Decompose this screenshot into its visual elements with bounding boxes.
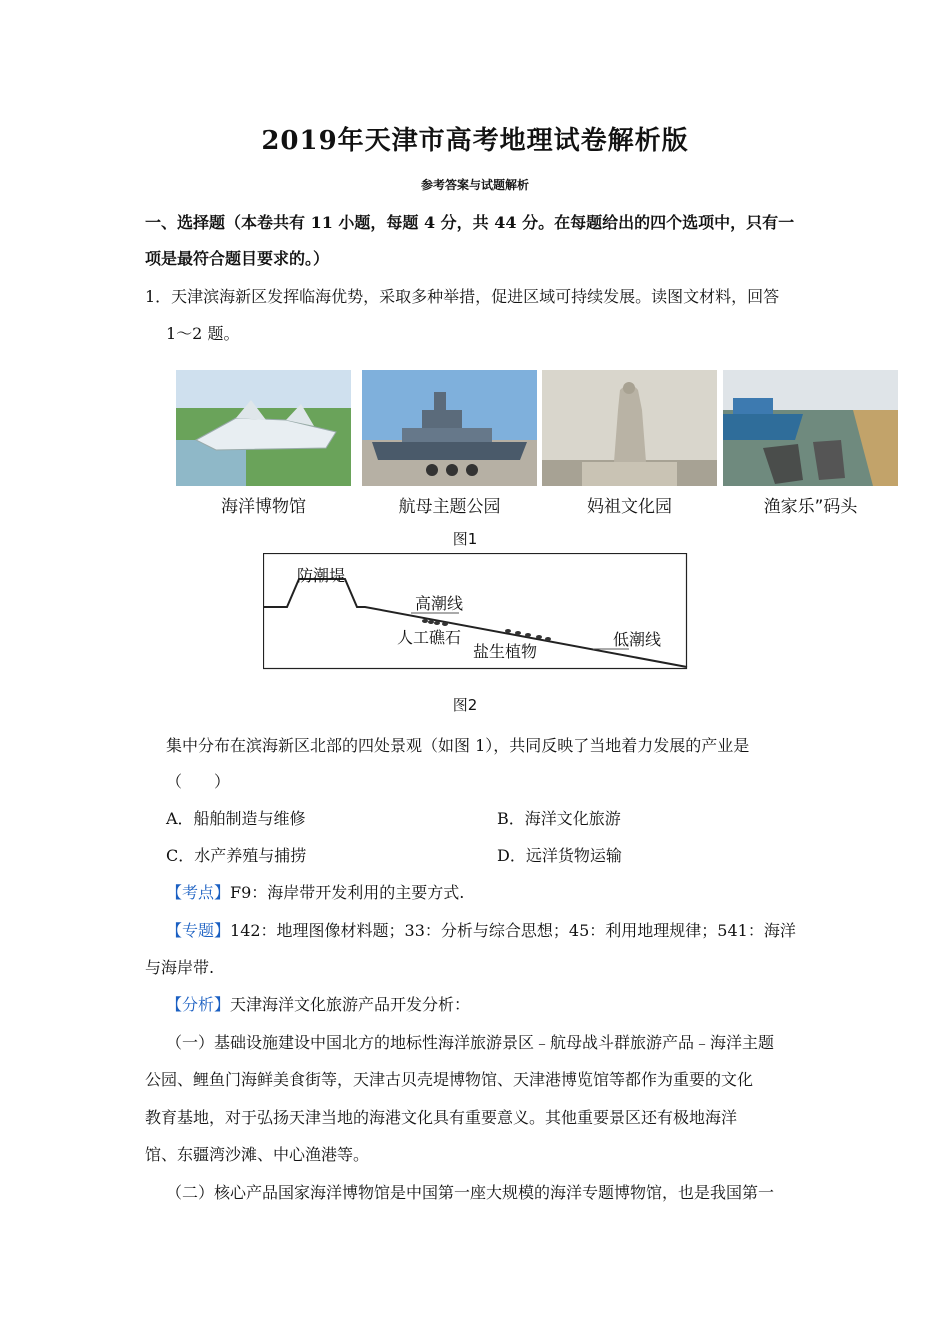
kaodian-tag: 【考点】 bbox=[166, 883, 231, 902]
zhuanti-text1: 142：地理图像材料题；33：分析与综合思想；45：利用地理规律；541：海洋 bbox=[230, 921, 796, 940]
figure-2-diagram bbox=[263, 553, 688, 675]
figure-1-label: 图1 bbox=[452, 530, 478, 548]
option-a[interactable]: A．船舶制造与维修 bbox=[166, 809, 306, 828]
paragraph-2-line1: （二）核心产品国家海洋博物馆是中国第一座大规模的海洋专题博物馆，也是我国第一 bbox=[166, 1183, 775, 1202]
fenxi-text: 天津海洋文化旅游产品开发分析： bbox=[230, 995, 471, 1014]
page-title: 2019年天津市高考地理试卷解析版 bbox=[261, 126, 689, 156]
paragraph-1-line4: 馆、东疆湾沙滩、中心渔港等。 bbox=[145, 1145, 370, 1164]
paragraph-1-line2: 公园、鲤鱼门海鲜美食街等，天津古贝壳堤博物馆、天津港博览馆等都作为重要的文化 bbox=[145, 1070, 754, 1089]
question-stem-line1: 集中分布在滨海新区北部的四处景观（如图 1），共同反映了当地着力发展的产业是 bbox=[166, 736, 750, 755]
photo-caption-3: 妈祖文化园 bbox=[587, 497, 672, 517]
figure-2-label: 图2 bbox=[452, 696, 478, 714]
dike-label: 防潮堤 bbox=[297, 566, 346, 585]
photo-fishing-pier bbox=[723, 370, 898, 486]
photo-caption-1: 海洋博物馆 bbox=[221, 497, 306, 517]
salt-plants-label: 盐生植物 bbox=[473, 642, 538, 661]
artificial-reef-label: 人工礁石 bbox=[397, 628, 462, 647]
zhuanti-tag: 【专题】 bbox=[166, 921, 231, 940]
low-tide-label: 低潮线 bbox=[613, 630, 662, 649]
fenxi-line bbox=[166, 994, 831, 1016]
question-1-line1: 1．天津滨海新区发挥临海优势，采取多种举措，促进区域可持续发展。读图文材料，回答 bbox=[145, 287, 780, 306]
fenxi-tag: 【分析】 bbox=[166, 995, 231, 1014]
zhuanti-line2: 与海岸带. bbox=[145, 958, 215, 977]
kaodian-line bbox=[166, 882, 831, 904]
option-c[interactable]: C．水产养殖与捕捞 bbox=[166, 846, 307, 865]
photo-caption-4: 渔家乐”码头 bbox=[763, 497, 858, 517]
photo-carrier-park bbox=[362, 370, 537, 486]
option-b[interactable]: B．海洋文化旅游 bbox=[497, 809, 621, 828]
section-heading-line2: 项是最符合题目要求的。） bbox=[145, 249, 330, 268]
figure-1-photos bbox=[176, 370, 898, 520]
question-stem-line2: （ ） bbox=[166, 772, 231, 791]
paragraph-1-line3: 教育基地，对于弘扬天津当地的海港文化具有重要意义。其他重要景区还有极地海洋 bbox=[145, 1108, 738, 1127]
photo-caption-2: 航母主题公园 bbox=[398, 497, 501, 517]
photo-ocean-museum bbox=[176, 370, 351, 486]
paragraph-1-line1: （一）基础设施建设中国北方的地标性海洋旅游景区﹣航母战斗群旅游产品﹣海洋主题 bbox=[166, 1033, 775, 1052]
kaodian-text: F9：海岸带开发利用的主要方式. bbox=[230, 883, 465, 902]
question-1-line2: 1～2 题。 bbox=[166, 324, 240, 343]
photo-mazu-park bbox=[542, 370, 717, 486]
high-tide-label: 高潮线 bbox=[415, 594, 464, 613]
option-d[interactable]: D．远洋货物运输 bbox=[497, 846, 622, 865]
section-heading-line1: 一、选择题（本卷共有 11 小题，每题 4 分，共 44 分。在每题给出的四个选项中，只有一 bbox=[145, 213, 795, 232]
page-subtitle: 参考答案与试题解析 bbox=[420, 178, 529, 192]
zhuanti-line1 bbox=[166, 920, 831, 942]
